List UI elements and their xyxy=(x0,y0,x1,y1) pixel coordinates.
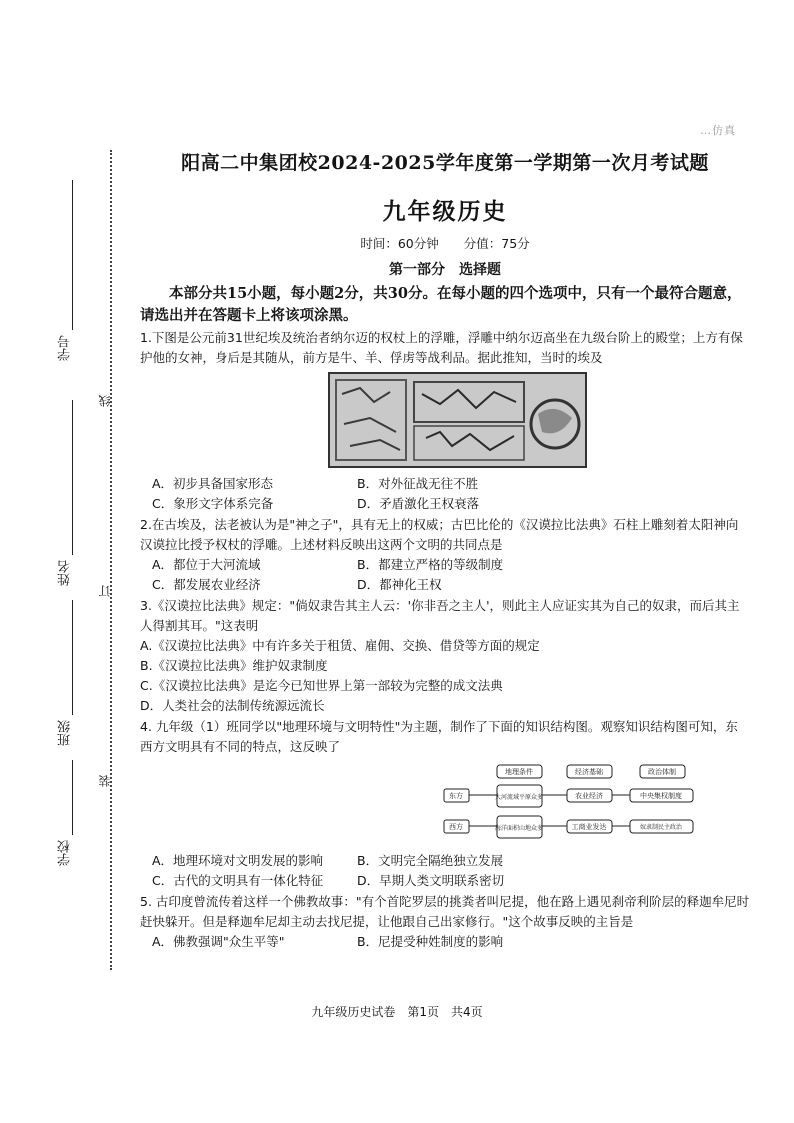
question-2-option-d[interactable]: D．都神化王权 xyxy=(357,577,442,592)
question-3-options xyxy=(140,636,750,716)
question-3-option-a[interactable]: A.《汉谟拉比法典》中有许多关于租赁、雇佣、交换、借贷等方面的规定 xyxy=(140,638,540,653)
bind-word-line: 线 xyxy=(98,395,112,407)
question-4-option-d[interactable]: D．早期人类文明联系密切 xyxy=(357,873,505,888)
question-5-options xyxy=(140,932,750,952)
question-2-stem: 2.在古埃及，法老被认为是"神之子"，具有无上的权威；古巴比伦的《汉谟拉比法典》石柱上雕刻着太阳神向汉谟拉比授予权杖的浮雕。上述材料反映出这两个文明的共同点是 xyxy=(140,517,739,552)
exam-content xyxy=(140,148,750,952)
question-2-option-a[interactable]: A．都位于大河流域 xyxy=(152,557,261,572)
bind-word-bind: 装 xyxy=(98,775,112,787)
question-1-options xyxy=(140,474,750,514)
diagram-label-east: 东方 xyxy=(449,792,463,800)
question-4-stem: 4. 九年级（1）班同学以"地理环境与文明特性"为主题，制作了下面的知识结构图。观察知识结构图可知，东西方文明具有不同的特点，这反映了 xyxy=(140,719,738,754)
corner-mark: …仿真 xyxy=(700,124,736,137)
diagram-label-west-pol: 奴隶制民主政治 xyxy=(639,824,683,831)
question-1-stem: 1.下图是公元前31世纪埃及统治者纳尔迈的权杖上的浮雕，浮雕中纳尔迈高坐在九级台阶上的殿堂；上方有保护他的女神，身后是其随从，前方是牛、羊、俘虏等战利品。据此推知，当时的埃及 xyxy=(140,330,743,365)
margin-label-name: 姓名 xyxy=(58,560,73,586)
question-5-option-b[interactable]: B．尼提受种姓制度的影响 xyxy=(357,934,504,949)
question-2-option-b[interactable]: B．都建立严格的等级制度 xyxy=(357,557,504,572)
margin-label-school: 学校 xyxy=(58,840,73,866)
school-line xyxy=(72,760,73,835)
question-1-option-d[interactable]: D．矛盾激化王权衰落 xyxy=(357,496,480,511)
exam-title: 阳高二中集团校2024-2025学年度第一学期第一次月考试题 xyxy=(181,152,709,174)
question-1-option-c[interactable]: C．象形文字体系完备 xyxy=(152,496,274,511)
question-1-option-a[interactable]: A．初步具备国家形态 xyxy=(152,476,274,491)
part-instructions: 本部分共15小题，每小题2分，共30分。在每小题的四个选项中，只有一个最符合题意，请选出并在答题卡上将该项涂黑。 xyxy=(140,285,742,324)
diagram-label-pol: 政治体制 xyxy=(648,768,676,776)
question-3-option-d[interactable]: D．人类社会的法制传统源远流长 xyxy=(140,698,325,713)
diagram-label-west-geo: 海洋面积山地众多 xyxy=(494,825,544,832)
question-5-option-a[interactable]: A．佛教强调"众生平等" xyxy=(152,934,285,949)
diagram-label-east-geo: 大河流域平原众多 xyxy=(494,794,544,801)
name-line xyxy=(72,400,73,555)
exam-info: 时间：60分钟 分值：75分 xyxy=(360,236,530,251)
question-2-options xyxy=(140,555,750,595)
class-line xyxy=(72,600,73,715)
question-3-option-c[interactable]: C.《汉谟拉比法典》是迄今已知世界上第一部较为完整的成文法典 xyxy=(140,678,503,693)
part-heading: 第一部分 选择题 xyxy=(389,262,501,278)
diagram-label-geo: 地理条件 xyxy=(505,768,533,776)
margin-label-student-id: 学号 xyxy=(58,335,73,361)
question-5-stem: 5. 古印度曾流传着这样一个佛教故事："有个首陀罗层的挑粪者叫尼提，他在路上遇见刹帝利阶层的释迦牟尼时赶快躲开。但是释迦牟尼却主动去找尼提，让他跟自己出家修行。"这个故事反映的主旨是 xyxy=(140,894,750,929)
diagram-label-west: 西方 xyxy=(449,823,463,831)
diagram-label-econ: 经济基础 xyxy=(575,768,603,776)
narmer-relief-image xyxy=(328,372,587,468)
exam-subject: 九年级历史 xyxy=(382,198,508,225)
question-2-option-c[interactable]: C．都发展农业经济 xyxy=(152,577,261,592)
bind-word-order: 订 xyxy=(98,585,112,597)
diagram-label-west-econ: 工商业发达 xyxy=(571,823,607,831)
diagram-label-east-pol: 中央集权制度 xyxy=(640,792,682,800)
question-4-option-b[interactable]: B．文明完全隔绝独立发展 xyxy=(357,853,504,868)
question-1-option-b[interactable]: B．对外征战无往不胜 xyxy=(357,476,479,491)
dotted-binding-line xyxy=(110,150,112,970)
question-3-option-b[interactable]: B.《汉谟拉比法典》维护奴隶制度 xyxy=(140,658,328,673)
student-id-line xyxy=(72,180,73,330)
question-4-option-a[interactable]: A．地理环境对文明发展的影响 xyxy=(152,853,324,868)
margin-label-class: 班级 xyxy=(58,720,73,746)
question-4-options xyxy=(140,851,750,891)
diagram-label-east-econ: 农业经济 xyxy=(575,792,603,800)
knowledge-structure-diagram xyxy=(442,763,697,841)
question-3-stem: 3.《汉谟拉比法典》规定："倘奴隶告其主人云：'你非吾之主人'，则此主人应证实其为自己的奴隶，而后其主人得割其耳。"这表明 xyxy=(140,598,740,633)
question-4-option-c[interactable]: C．古代的文明具有一体化特征 xyxy=(152,873,324,888)
binding-margin xyxy=(0,150,120,980)
page-footer: 九年级历史试卷 第1页 共4页 xyxy=(311,1005,483,1019)
